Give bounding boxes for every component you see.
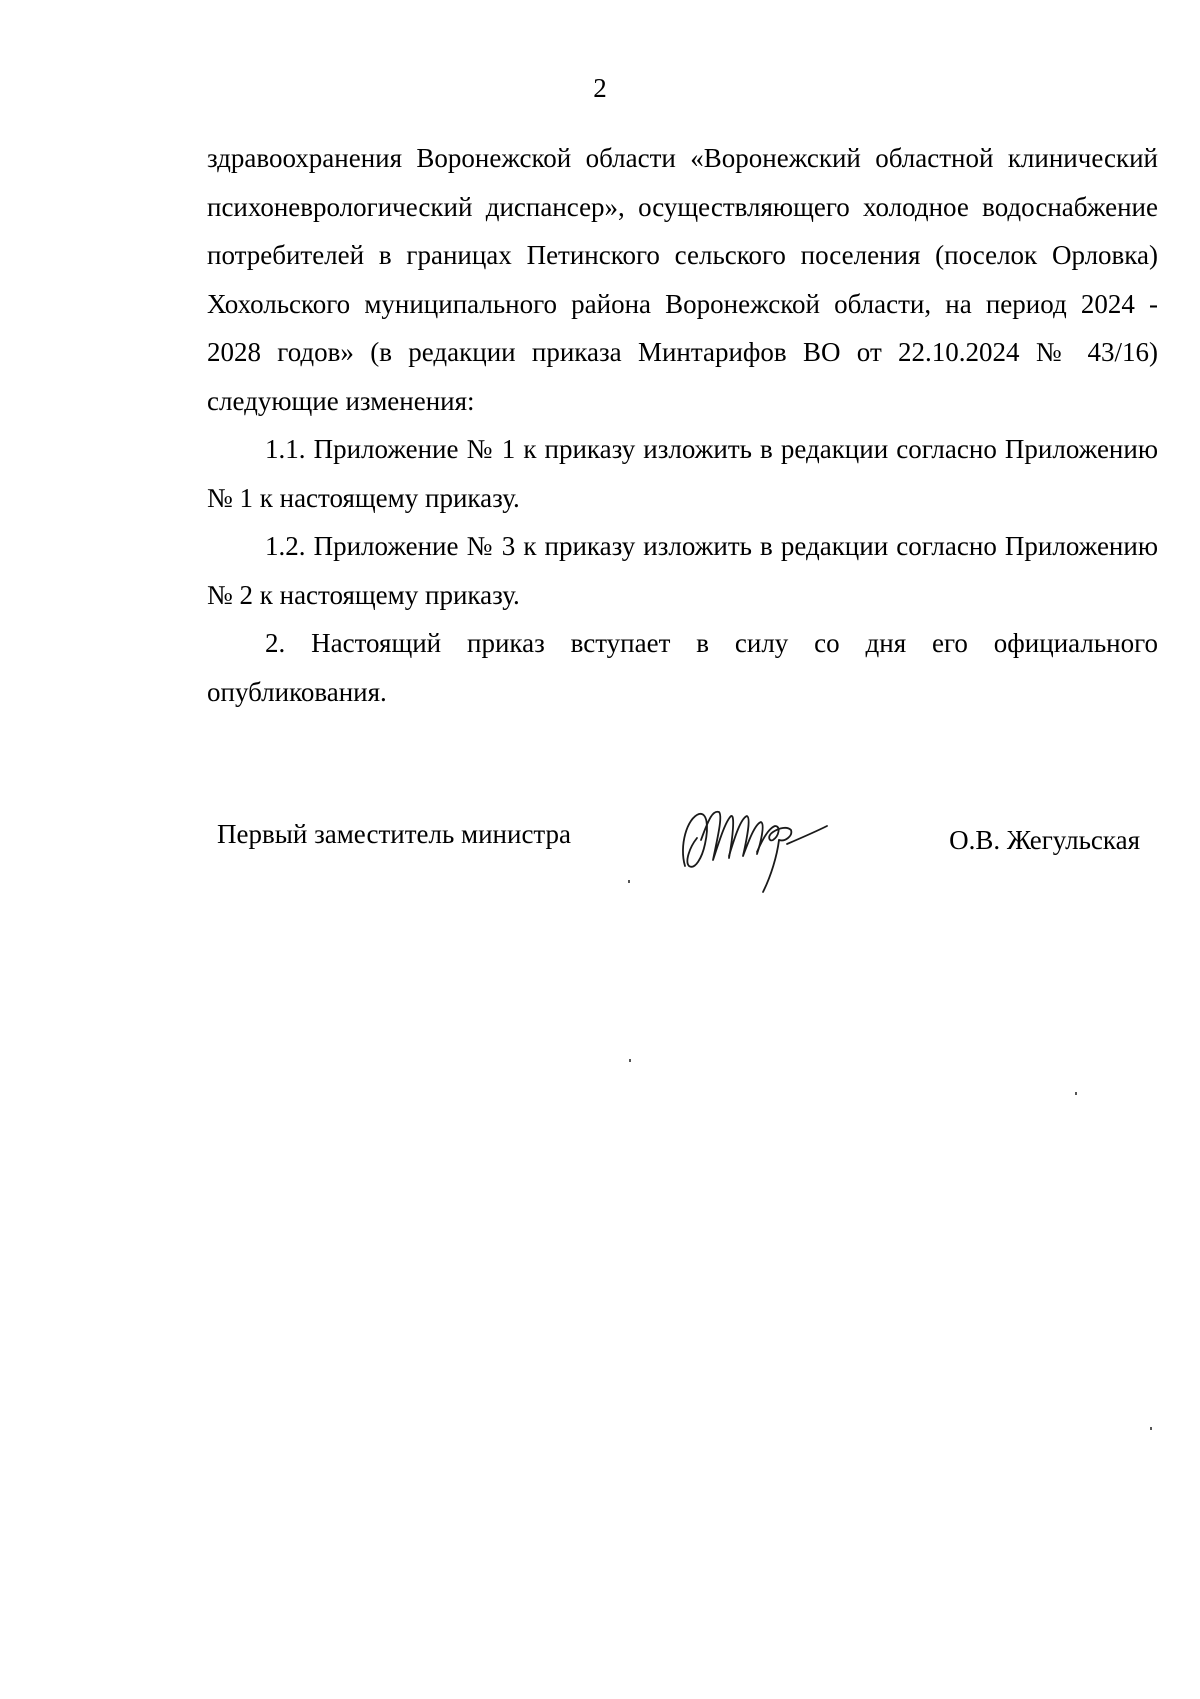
scan-speck [1075, 1092, 1077, 1095]
signature-block [0, 796, 1200, 916]
signer-title: Первый заместитель министра [217, 819, 572, 849]
signature-icon [675, 796, 855, 896]
scan-speck [628, 880, 630, 883]
page-number: 2 [593, 73, 607, 103]
paragraph-item-1-1: 1.1. Приложение № 1 к приказу изложить в редакции согласно Приложению № 1 к настоящему приказу. [207, 434, 1158, 513]
paragraph-intro: здравоохранения Воронежской области «Воронежский областной клинический психоневрологический диспансер», осуществляющего холодное водоснабжение потребителей в границах Петинского сельского поселения (поселок Орловка) Хохольского муниципального района Воронежской области, на период 2024 - 2028 годов» (в редакции приказа Минтарифов ВО от 22.10.2024 № 43/16) следующие изменения: [207, 143, 1158, 416]
scan-speck [629, 1059, 631, 1062]
signer-name: О.В. Жегульская [949, 825, 1140, 855]
paragraph-item-1-2: 1.2. Приложение № 3 к приказу изложить в редакции согласно Приложению № 2 к настоящему приказу. [207, 531, 1158, 610]
document-body [207, 134, 1158, 716]
paragraph-item-2: 2. Настоящий приказ вступает в силу со дня его официального опубликования. [207, 628, 1158, 707]
scan-speck [1150, 1427, 1152, 1430]
